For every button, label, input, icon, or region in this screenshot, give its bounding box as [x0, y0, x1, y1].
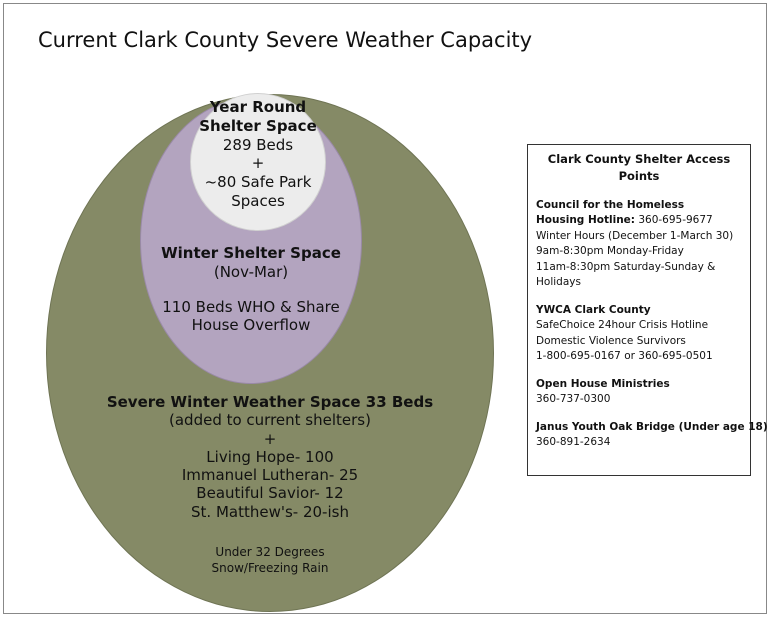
year-round-beds: 289 Beds	[222, 135, 294, 154]
severe-item: Immanuel Lutheran- 25	[181, 466, 359, 485]
janus-section	[536, 420, 768, 451]
year-round-heading-1: Year Round	[209, 98, 307, 116]
council-hotline: Housing Hotline: 360-695-9677	[536, 214, 713, 227]
ywca-line: 1-800-695-0167 or 360-695-0501	[536, 350, 713, 363]
severe-plus: +	[263, 429, 277, 448]
winter-heading: Winter Shelter Space	[161, 244, 341, 262]
severe-conditions	[150, 545, 390, 576]
year-round-text	[190, 98, 326, 211]
ywca-section	[536, 303, 742, 365]
ywca-name: YWCA Clark County	[536, 303, 651, 316]
year-round-plus: +	[251, 154, 265, 173]
openhouse-phone: 360-737-0300	[536, 393, 611, 406]
ywca-line: Domestic Violence Survivors	[536, 334, 686, 347]
janus-name: Janus Youth Oak Bridge (Under age 18)	[536, 420, 768, 433]
council-line: 11am-8:30pm Saturday-Sunday &	[536, 260, 716, 273]
openhouse-name: Open House Ministries	[536, 377, 670, 390]
severe-item: Beautiful Savior- 12	[196, 484, 344, 503]
condition-temperature: Under 32 Degrees	[215, 545, 325, 559]
access-points-title: Clark County Shelter Access Points	[547, 152, 731, 184]
year-round-spaces: Spaces	[231, 191, 285, 210]
severe-weather-text	[60, 393, 480, 521]
council-name: Council for the Homeless	[536, 198, 685, 211]
severe-item: St. Matthew's- 20-ish	[191, 502, 349, 521]
council-line: 9am-8:30pm Monday-Friday	[536, 245, 684, 258]
severe-heading: Severe Winter Weather Space 33 Beds	[106, 393, 434, 411]
council-section	[536, 198, 742, 291]
access-points-box	[527, 144, 768, 476]
ywca-line: SafeChoice 24hour Crisis Hotline	[536, 319, 709, 332]
council-line: Winter Hours (December 1-March 30)	[536, 229, 734, 242]
page-title: Current Clark County Severe Weather Capacity	[38, 28, 533, 52]
janus-phone: 360-891-2634	[536, 436, 611, 449]
winter-period: (Nov-Mar)	[213, 262, 289, 281]
severe-item: Living Hope- 100	[206, 447, 334, 466]
severe-sub: (added to current shelters)	[169, 411, 371, 430]
winter-shelter-text	[140, 244, 362, 335]
year-round-safe-park: ~80 Safe Park	[204, 173, 312, 191]
year-round-heading-2: Shelter Space	[199, 116, 317, 135]
council-line: Holidays	[536, 276, 581, 289]
winter-beds-line-1: 110 Beds WHO & Share	[162, 297, 340, 316]
openhouse-section	[536, 377, 742, 408]
condition-precipitation: Snow/Freezing Rain	[211, 560, 329, 575]
winter-beds-line-2: House Overflow	[191, 316, 311, 335]
